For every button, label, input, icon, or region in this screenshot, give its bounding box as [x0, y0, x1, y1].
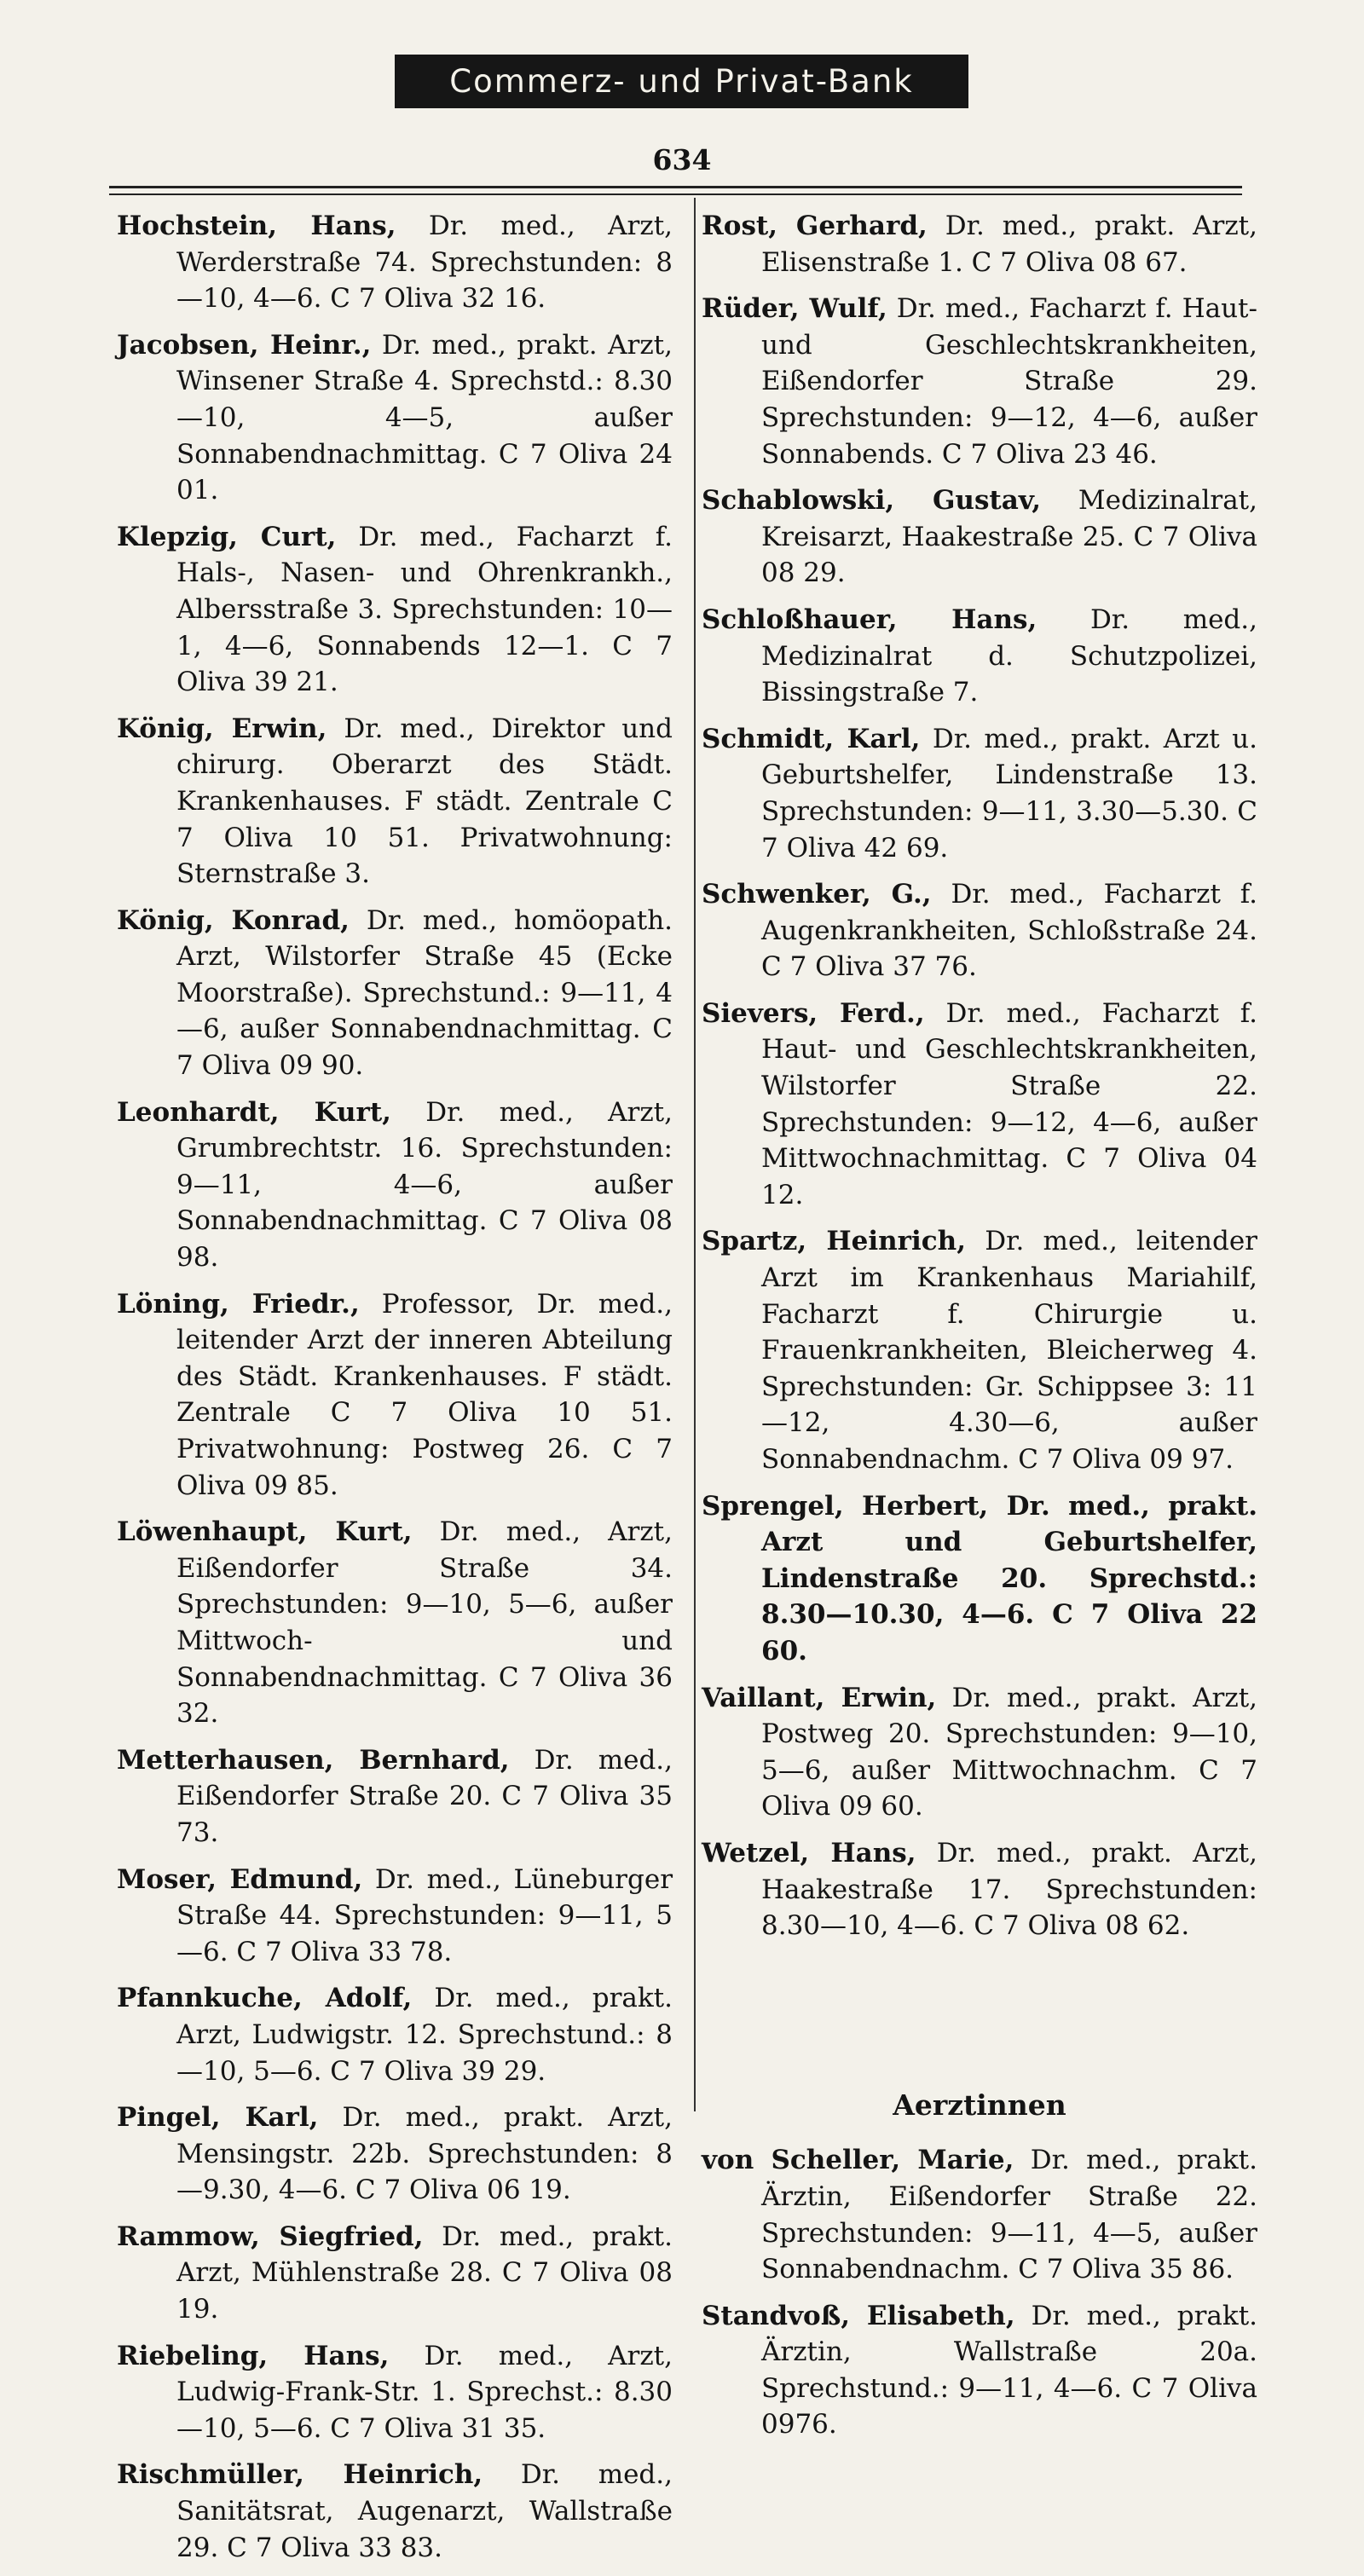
directory-entry — [702, 721, 1257, 866]
entry-details: Dr. med., prakt. Arzt, Winsener Straße 4. Sprechstd.: 8.30—10, 4—5, außer Sonnabendnachmittag. C 7 Oliva 24 01. — [176, 329, 673, 506]
entry-details: Dr. med., Arzt, Ludwig-Frank-Str. 1. Sprechst.: 8.30—10, 5—6. C 7 Oliva 31 35. — [176, 2340, 673, 2444]
entry-details: Dr. med., Facharzt f. Haut- und Geschlechtskrankheiten, Wilstorfer Straße 22. Sprechstunden: 9—12, 4—6, außer Mittwochnachmittag. C 7 Oliva 04 12. — [761, 997, 1257, 1210]
directory-entry — [117, 2338, 673, 2447]
column-divider — [694, 198, 696, 2111]
entry-details: Professor, Dr. med., leitender Arzt der inneren Abteilung des Städt. Krankenhauses. F städt. Zentrale C 7 Oliva 10 51. Privatwohnung: Postweg 26. C 7 Oliva 09 85. — [176, 1288, 673, 1501]
directory-entry — [117, 327, 673, 509]
page-number: 634 — [652, 143, 712, 176]
entry-name: Rammow, Siegfried, — [117, 2221, 424, 2252]
entry-details: Dr. med., Arzt, Eißendorfer Straße 34. Sprechstunden: 9—10, 5—6, außer Mittwoch- und Sonnabendnachmittag. C 7 Oliva 36 32. — [176, 1516, 673, 1730]
entry-name: Rost, Gerhard, — [702, 211, 928, 241]
directory-entry — [702, 1488, 1257, 1670]
directory-entry — [702, 1835, 1257, 1944]
entry-details: Medizinalrat, Kreisarzt, Haakestraße 25. C 7 Oliva 08 29. — [761, 485, 1257, 589]
entry-name: Sievers, Ferd., — [702, 997, 925, 1029]
directory-entry — [702, 291, 1257, 472]
directory-entry — [117, 519, 673, 701]
directory-entry — [117, 208, 673, 317]
directory-entry — [117, 1095, 673, 1276]
entry-name: Jacobsen, Heinr., — [117, 329, 372, 361]
entry-details: Dr. med., prakt. Arzt, Postweg 20. Sprechstunden: 9—10, 5—6, außer Mittwochnachm. C 7 Oliva 09 60. — [761, 1682, 1258, 1822]
entry-name: Rüder, Wulf, — [702, 293, 887, 325]
entry-details: Dr. med., prakt. Arzt, Ludwigstr. 12. Sprechstund.: 8—10, 5—6. C 7 Oliva 39 29. — [176, 1983, 673, 2087]
entry-name: Hochstein, Hans, — [117, 211, 396, 241]
directory-entry — [702, 1680, 1257, 1825]
entry-details: Dr. med., Direktor und chirurg. Oberarzt des Städt. Krankenhauses. F städt. Zentrale C 7 Oliva 10 51. Privatwohnung: Sternstraße 3. — [176, 713, 673, 890]
entry-name: Löning, Friedr., — [117, 1288, 360, 1320]
directory-entry — [702, 876, 1257, 985]
entry-name: Pingel, Karl, — [117, 2102, 319, 2134]
directory-entry — [702, 1223, 1257, 1477]
entry-name: Metterhausen, Bernhard, — [117, 1744, 510, 1776]
entry-name: Pfannkuche, Adolf, — [117, 1983, 413, 2014]
bank-banner: Commerz- und Privat-Bank — [395, 55, 968, 108]
entry-details: Dr. med., prakt. Arzt, Mühlenstraße 28. C 7 Oliva 08 19. — [176, 2221, 673, 2325]
entry-name: Moser, Edmund, — [117, 1863, 363, 1895]
entry-name: von Scheller, Marie, — [702, 2145, 1014, 2176]
entry-details: Dr. med., Facharzt f. Haut- und Geschlechtskrankheiten, Eißendorfer Straße 29. Sprechstunden: 9—12, 4—6, außer Sonnabends. C 7 Oliva 23 46. — [761, 293, 1257, 470]
entry-details: Dr. med., prakt. Ärztin, Eißendorfer Straße 22. Sprechstunden: 9—11, 4—5, außer Sonnabendnachm. C 7 Oliva 35 86. — [761, 2145, 1257, 2285]
right-column-entries — [702, 208, 1257, 1944]
directory-entry — [117, 711, 673, 892]
left-column — [117, 208, 673, 2576]
directory-entry — [117, 1286, 673, 1505]
entry-details: Dr. med., prakt. Arzt, Elisenstraße 1. C 7 Oliva 08 67. — [761, 211, 1257, 278]
entry-name: Sprengel, Herbert, — [702, 1490, 989, 1522]
entry-details: Dr. med., Arzt, Grumbrechtstr. 16. Sprechstunden: 9—11, 4—6, außer Sonnabendnachmittag. C 7 Oliva 08 98. — [176, 1096, 673, 1274]
directory-entry — [117, 1742, 673, 1851]
directory-entry — [117, 2457, 673, 2566]
entry-details: Dr. med., leitender Arzt im Krankenhaus Mariahilf, Facharzt f. Chirurgie u. Frauenkrankheiten, Bleicherweg 4. Sprechstunden: Gr. Schippsee 3: 11—12, 4.30—6, außer Sonnabendnachm. C 7 Oliva 09 97. — [761, 1226, 1258, 1475]
entry-name: Rischmüller, Heinrich, — [117, 2459, 483, 2491]
entry-details: Dr. med., homöopath. Arzt, Wilstorfer Straße 45 (Ecke Moorstraße). Sprechstund.: 9—11, 4—6, außer Sonnabendnachmittag. C 7 Oliva 09 90. — [176, 904, 673, 1082]
directory-entry — [117, 1514, 673, 1732]
entry-name: Schwenker, G., — [702, 879, 932, 910]
right-column — [702, 208, 1257, 2453]
entry-name: Schmidt, Karl, — [702, 723, 921, 754]
entry-name: Leonhardt, Kurt, — [117, 1096, 391, 1128]
entry-name: Löwenhaupt, Kurt, — [117, 1516, 413, 1548]
section-heading: Aerztinnen — [893, 2088, 1066, 2122]
entry-details: Dr. med., prakt. Arzt und Geburtshelfer, Lindenstraße 20. Sprechstd.: 8.30—10.30, 4—6. C 7 Oliva 22 60. — [761, 1490, 1257, 1666]
directory-entry — [702, 996, 1257, 1214]
entry-name: König, Konrad, — [117, 904, 350, 936]
entry-name: Spartz, Heinrich, — [702, 1226, 966, 1257]
entry-details: Dr. med., Sanitätsrat, Augenarzt, Wallstraße 29. C 7 Oliva 33 83. — [176, 2459, 673, 2563]
entry-name: Schablowski, Gustav, — [702, 485, 1042, 517]
directory-entry — [702, 208, 1257, 280]
entry-details: Dr. med., Facharzt f. Hals-, Nasen- und Ohrenkrankh., Albersstraße 3. Sprechstunden: 10—1, 4—6, Sonnabends 12—1. C 7 Oliva 39 21. — [176, 521, 673, 698]
entry-name: Klepzig, Curt, — [117, 521, 337, 552]
entry-name: König, Erwin, — [117, 713, 327, 744]
top-rule — [109, 186, 1242, 188]
entry-details: Dr. med., prakt. Ärztin, Wallstraße 20a. Sprechstund.: 9—11, 4—6. C 7 Oliva 0976. — [761, 2300, 1258, 2440]
entry-details: Dr. med., Eißendorfer Straße 20. C 7 Oliva 35 73. — [176, 1744, 673, 1848]
section-entries — [702, 2142, 1257, 2443]
directory-entry — [702, 482, 1257, 592]
directory-entry — [117, 903, 673, 1084]
entry-name: Riebeling, Hans, — [117, 2340, 390, 2371]
directory-entry — [117, 1862, 673, 1971]
entry-details: Dr. med., Medizinalrat d. Schutzpolizei, Bissingstraße 7. — [761, 604, 1257, 708]
entry-details: Dr. med., prakt. Arzt u. Geburtshelfer, Lindenstraße 13. Sprechstunden: 9—11, 3.30—5.30. C 7 Oliva 42 69. — [761, 723, 1258, 863]
entry-name: Vaillant, Erwin, — [702, 1682, 937, 1713]
directory-entry — [702, 2298, 1257, 2443]
entry-name: Wetzel, Hans, — [702, 1837, 916, 1868]
top-rule-secondary — [109, 193, 1242, 195]
directory-entry — [117, 1980, 673, 2089]
directory-entry — [702, 602, 1257, 711]
entry-details: Dr. med., prakt. Arzt, Haakestraße 17. Sprechstunden: 8.30—10, 4—6. C 7 Oliva 08 62. — [761, 1837, 1257, 1942]
directory-entry — [702, 2142, 1257, 2287]
directory-entry — [117, 2099, 673, 2209]
entry-details: Dr. med., Arzt, Werderstraße 74. Sprechstunden: 8—10, 4—6. C 7 Oliva 32 16. — [176, 211, 673, 315]
entry-details: Dr. med., Lüneburger Straße 44. Sprechstunden: 9—11, 5—6. C 7 Oliva 33 78. — [176, 1863, 673, 1967]
entry-details: Dr. med., Facharzt f. Augenkrankheiten, Schloßstraße 24. C 7 Oliva 37 76. — [761, 879, 1257, 983]
entry-name: Schloßhauer, Hans, — [702, 604, 1037, 635]
entry-name: Standvoß, Elisabeth, — [702, 2300, 1015, 2331]
entry-details: Dr. med., prakt. Arzt, Mensingstr. 22b. Sprechstunden: 8—9.30, 4—6. C 7 Oliva 06 19. — [176, 2102, 673, 2206]
